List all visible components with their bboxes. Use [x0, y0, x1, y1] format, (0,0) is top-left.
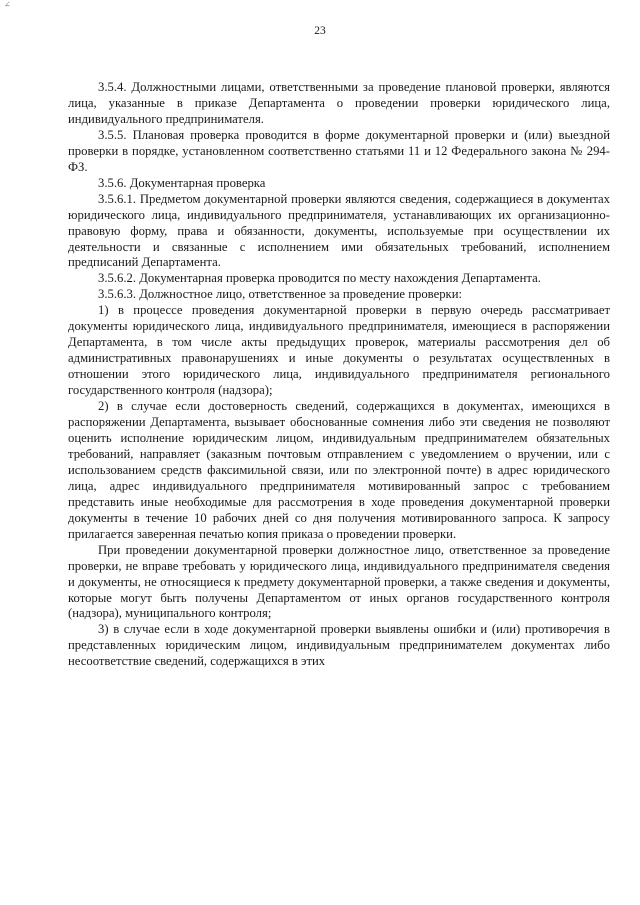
list-item-1: 1) в процессе проведения документарной проверки в первую очередь рассматривает документы юридического лица, индивидуального предпринимателя, имеющиеся в распоряжении Департамента, в том числе акты предыдущих проверок, материалы рассмотрения дел об административных правонарушениях и иные документы о результатах осуществленных в отношении этого юридического лица, индивидуального предпринимателя регионального государственного контроля (надзора);	[68, 303, 610, 398]
paragraph-restriction: При проведении документарной проверки должностное лицо, ответственное за проведение проверки, не вправе требовать у юридического лица, индивидуального предпринимателя сведения и документы, не относящиеся к предмету документарной проверки, а также сведения и документы, которые могут быть получены Департаментом от иных органов государственного контроля (надзора), муниципального контроля;	[68, 542, 610, 621]
list-item-3: 3) в случае если в ходе документарной проверки выявлены ошибки и (или) противоречия в представленных юридическим лицом, индивидуальным предпринимателем документах либо несоответствие сведений, содержащихся в этих	[68, 622, 610, 669]
paragraph-3-5-6-1: 3.5.6.1. Предметом документарной проверки являются сведения, содержащиеся в документах юридического лица, индивидуального предпринимателя, устанавливающих их организационно-правовую форму, права и обязанности, документы, используемые при осуществлении их деятельности и связанные с исполнением ими обязательных требований, исполнением предписаний Департамента.	[68, 191, 610, 270]
page-number: 23	[314, 25, 326, 37]
paragraph-3-5-6-2: 3.5.6.2. Документарная проверка проводится по месту нахождения Департамента.	[98, 271, 541, 286]
corner-mark: ∠	[4, 0, 11, 9]
paragraph-3-5-6-3: 3.5.6.3. Должностное лицо, ответственное за проведение проверки:	[98, 287, 463, 302]
paragraph-3-5-6-heading: 3.5.6. Документарная проверка	[98, 175, 266, 190]
paragraph-3-5-4: 3.5.4. Должностными лицами, ответственными за проведение плановой проверки, являются лица, указанные в приказе Департамента о проведении проверки юридического лица, индивидуального предпринимателя.	[68, 80, 610, 126]
list-item-2: 2) в случае если достоверность сведений, содержащихся в документах, имеющихся в распоряжении Департамента, вызывает обоснованные сомнения либо эти сведения не позволяют оценить исполнение юридическим лицом, индивидуальным предпринимателем обязательных требований, направляет (заказным почтовым отправлением с уведомлением о вручении, или с использованием средств факсимильной связи, или по электронной почте) в адрес юридического лица, адрес индивидуального предпринимателя мотивированный запрос с требованием представить иные необходимые для рассмотрения в ходе проведения документарной проверки документы в течение 10 рабочих дней со дня получения мотивированного запроса. К запросу прилагается заверенная печатью копия приказа о проведении проверки.	[68, 399, 610, 541]
paragraph-3-5-5: 3.5.5. Плановая проверка проводится в форме документарной проверки и (или) выездной проверки в порядке, установленном соответственно статьями 11 и 12 Федерального закона № 294-ФЗ.	[68, 127, 610, 174]
document-body	[68, 80, 610, 670]
